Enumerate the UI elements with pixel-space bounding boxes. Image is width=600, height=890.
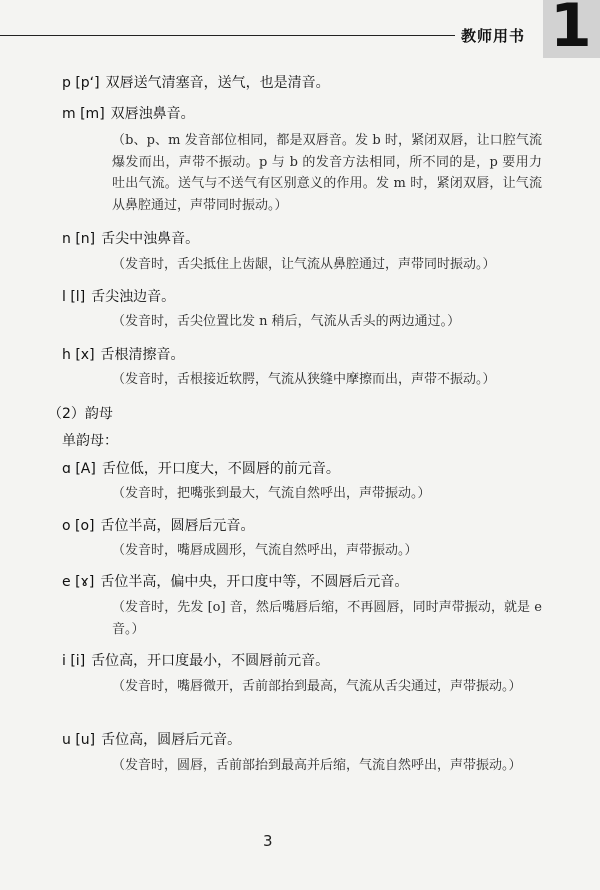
- entry-term: o [o]: [62, 518, 95, 534]
- entry-h: [62, 344, 185, 364]
- entry-e: [62, 571, 408, 591]
- entry-note: （发音时，把嘴张到最大，气流自然呼出，声带振动。）: [112, 486, 431, 501]
- entry-l: [62, 286, 175, 306]
- entry-a: [62, 458, 340, 478]
- entry-term: i [i]: [62, 653, 86, 669]
- entry-term: p [pʻ]: [62, 75, 100, 91]
- entry-desc: 舌位半高，偏中央，开口度中等，不圆唇后元音。: [100, 574, 409, 590]
- entry-u: [62, 729, 241, 749]
- entry-note: （发音时，嘴唇成圆形，气流自然呼出，声带振动。）: [112, 543, 418, 558]
- chapter-tab: [543, 0, 600, 61]
- entry-desc: 舌尖中浊鼻音。: [101, 231, 200, 247]
- entry-note: （发音时，舌尖抵住上齿龈，让气流从鼻腔通过，声带同时振动。）: [112, 257, 496, 272]
- entry-term: l [l]: [62, 289, 86, 305]
- entry-note: （发音时，嘴唇微开，舌前部抬到最高，气流从舌尖通过，声带振动。）: [112, 679, 522, 694]
- entry-term: e [ɤ]: [62, 574, 95, 590]
- entry-note: （b、p、m 发音部位相同，都是双唇音。发 b 时，紧闭双唇，让口腔气流爆发而出，声带不振动。p 与 b 的发音方法相同，所不同的是，p 要用力吐出气流。送气与不送气有区别意义的作用。发 m 时，紧闭双唇，让气流从鼻腔通过，声带同时振动。）: [112, 133, 542, 213]
- entry-n: [62, 228, 199, 248]
- entry-term: n [n]: [62, 231, 96, 247]
- entry-desc: 舌位半高，圆唇后元音。: [100, 518, 255, 534]
- entry-i: [62, 650, 329, 670]
- entry-term: u [u]: [62, 732, 96, 748]
- subsection-heading: 单韵母：: [62, 433, 118, 449]
- entry-desc: 舌位高，开口度最小，不圆唇前元音。: [91, 653, 330, 669]
- entry-m: [62, 103, 195, 123]
- entry-term: h [x]: [62, 347, 95, 363]
- header-label: 教师用书: [461, 27, 526, 45]
- entry-desc: 双唇浊鼻音。: [110, 106, 195, 122]
- entry-o: [62, 515, 255, 535]
- entry-desc: 舌位高，圆唇后元音。: [101, 732, 242, 748]
- entry-desc: 双唇送气清塞音，送气，也是清音。: [105, 75, 330, 91]
- entry-note: （发音时，舌根接近软腭，气流从狭缝中摩擦而出，声带不振动。）: [112, 372, 496, 387]
- entry-note: （发音时，舌尖位置比发 n 稍后，气流从舌头的两边通过。）: [112, 314, 461, 329]
- header-rule: [0, 35, 455, 36]
- entry-term: ɑ [A]: [62, 461, 96, 477]
- entry-note: （发音时，先发 [o] 音，然后嘴唇后缩，不再圆唇，同时声带振动，就是 e 音。）: [112, 600, 542, 637]
- page-number: 3: [263, 832, 273, 850]
- entry-desc: 舌位低，开口度大，不圆唇的前元音。: [101, 461, 340, 477]
- entry-desc: 舌尖浊边音。: [91, 289, 176, 305]
- entry-note: （发音时，圆唇，舌前部抬到最高并后缩，气流自然呼出，声带振动。）: [112, 758, 522, 773]
- entry-desc: 舌根清擦音。: [100, 347, 185, 363]
- chapter-number: 1: [550, 0, 592, 61]
- entry-term: m [m]: [62, 106, 105, 122]
- section-heading: （2）韵母: [48, 406, 113, 422]
- entry-p: [62, 72, 330, 92]
